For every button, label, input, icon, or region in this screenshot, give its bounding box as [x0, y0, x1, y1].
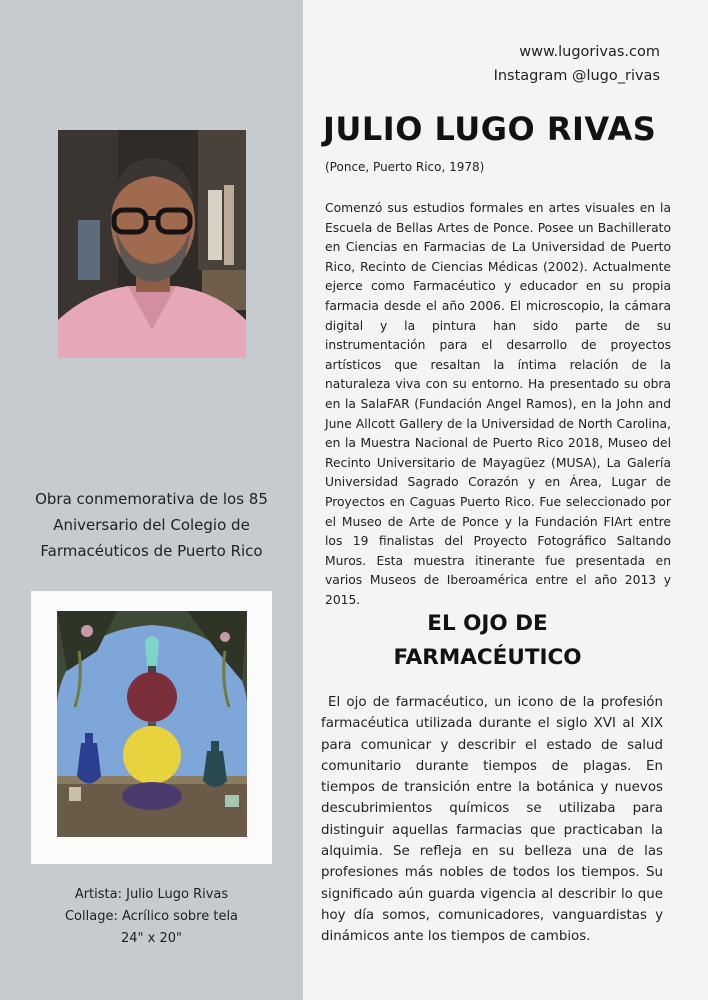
commemorative-caption: Obra conmemorativa de los 85 Aniversario del Colegio de Farmacéuticos de Puerto Rico: [35, 490, 268, 560]
artist-portrait-photo: [58, 130, 246, 358]
artwork-painting-image: [57, 611, 247, 837]
artwork-title-line-1: EL OJO DE: [427, 611, 548, 636]
credit-artist: Artista: Julio Lugo Rivas: [74, 887, 229, 902]
contact-info: [494, 40, 660, 88]
instagram-handle[interactable]: Instagram @lugo_rivas: [493, 68, 660, 84]
artwork-description: El ojo de farmacéutico, un icono de la profesión farmacéutica utilizada durante el siglo XVI al XIX para comunicar y describir el estado de salud comunitario durante tiempos de plagas. En tiempos de transición entre la botánica y nuevos descubrimientos químicos se utilizaba para distinguir aquellas farmacias que practicaban la alquimia. Se refleja en su belleza una de las profesiones más nobles de todos los tiempos. Su significado aún guarda vigencia al describir lo que hoy día somos, comunicadores, vanguardistas y dinámicos ante los tiempos de cambios.: [321, 695, 663, 945]
artist-biography: Comenzó sus estudios formales en artes visuales en la Escuela de Bellas Artes de Ponce. Posee un Bachillerato en Ciencias en Farmacias de La Universidad de Puerto Rico, Recinto de Ciencias Médicas (2002). Actualmente ejerce como Farmacéutico y educador en su propia farmacia desde el año 2006. El microscopio, la cámara digital y la pintura han sido parte de su instrumentación para el desarrollo de proyectos artísticos que resaltan la íntima relación de la naturaleza viva con su entorno. Ha presentado su obra en la SalaFAR (Fundación Angel Ramos), en la John and June Allcott Gallery de la Universidad de North Carolina, en la Muestra Nacional de Puerto Rico 2018, Museo del Recinto Universitario de Mayagüez (MUSA), La Galería Universidad Sagrado Corazón y en Área, Lugar de Proyectos en Caguas Puerto Rico. Fue seleccionado por el Museo de Arte de Ponce y la Fundación FIArt entre los 19 finalistas del Proyecto Fotográfico Saltando Muros. Esta muestra itinerante fue presentada en varios Museos de Iberoamérica entre el año 2013 y 2015.: [325, 201, 671, 607]
credit-medium: Collage: Acrílico sobre tela: [64, 909, 239, 924]
artwork-title-heading: [340, 607, 635, 675]
artist-name-heading: JULIO LUGO RIVAS: [323, 110, 657, 148]
artist-origin: (Ponce, Puerto Rico, 1978): [325, 160, 485, 174]
artwork-frame: [31, 591, 272, 864]
credit-size: 24" x 20": [120, 931, 182, 946]
website-link[interactable]: www.lugorivas.com: [519, 44, 660, 60]
artwork-title-line-2: FARMACÉUTICO: [393, 645, 582, 670]
artwork-credits: [20, 884, 283, 950]
